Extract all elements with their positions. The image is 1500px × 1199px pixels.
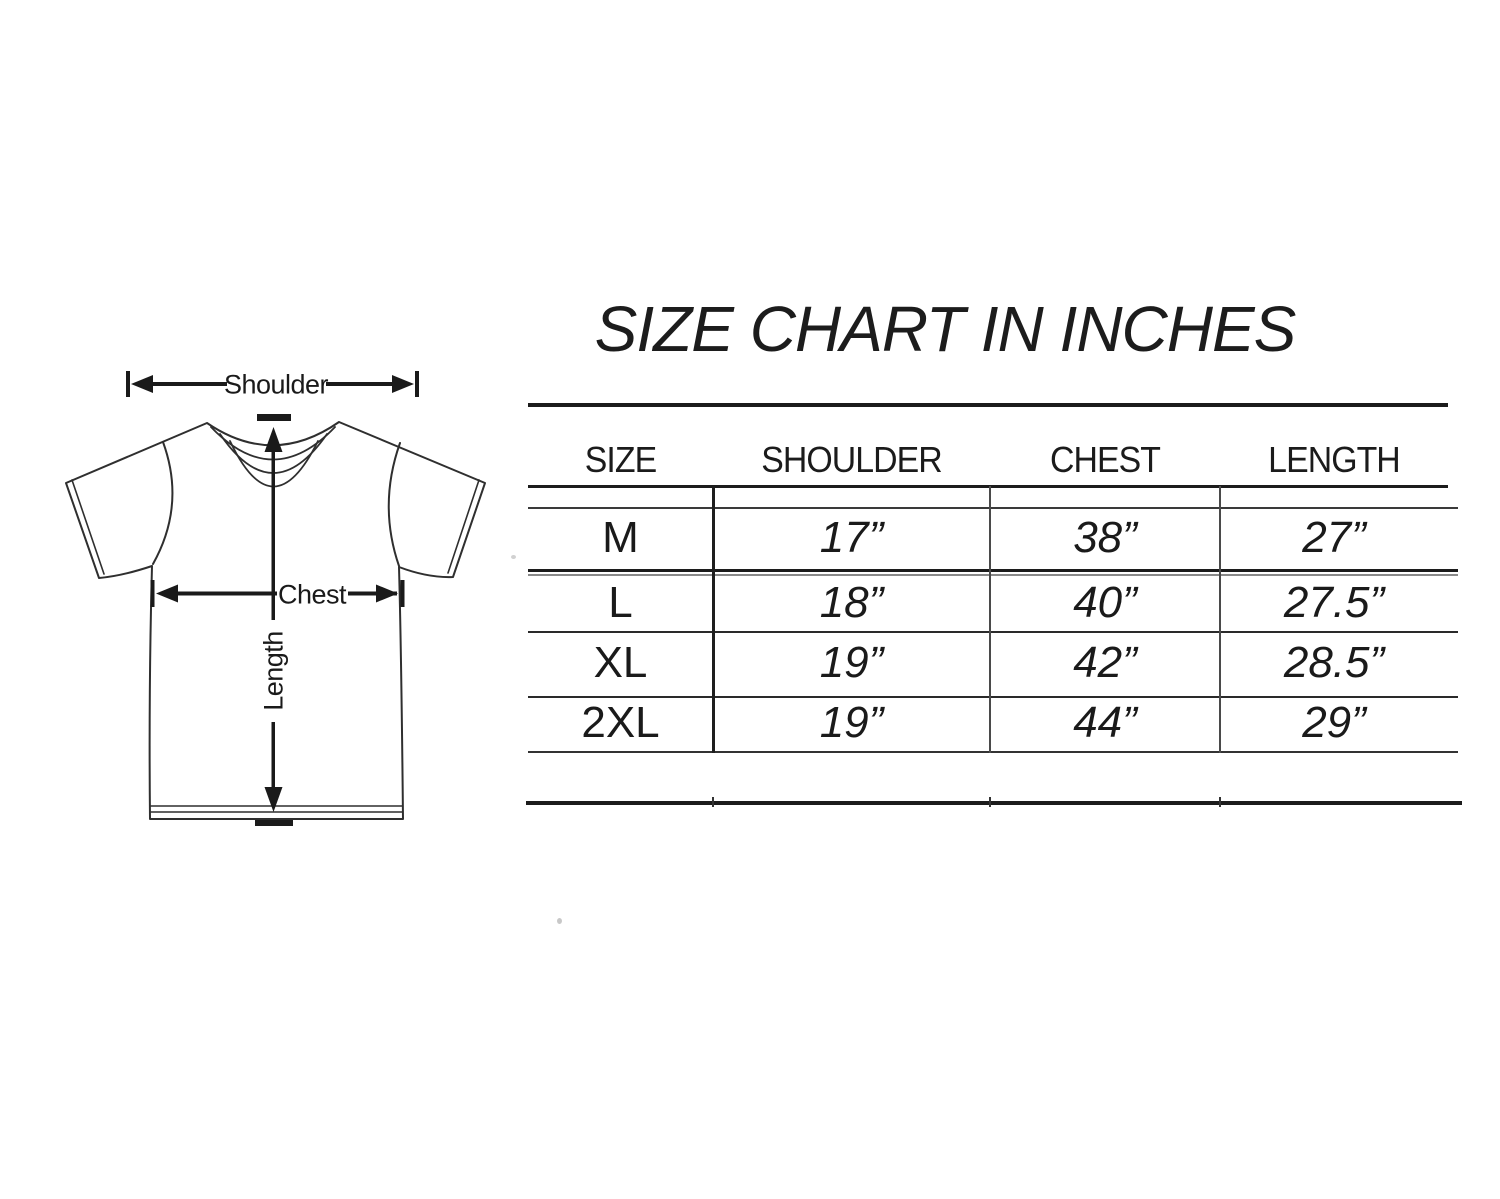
footer-rule-tick-3 (1219, 797, 1221, 807)
length-value: 27.5” (1283, 578, 1385, 627)
footer-rule-tick-2 (989, 797, 991, 807)
chest-value: 40” (1073, 578, 1137, 627)
table-rule-header-bottom (528, 485, 1448, 488)
chest-value: 42” (1073, 638, 1137, 687)
shoulder-value: 19” (819, 638, 884, 687)
length-value: 27” (1302, 513, 1366, 562)
size-label: L (608, 578, 633, 627)
chest-value: 44” (1073, 698, 1137, 747)
chest-value: 38” (1073, 513, 1137, 562)
table-row-xl (528, 636, 1448, 690)
tshirt-diagram-svg (40, 355, 520, 845)
shoulder-label: Shoulder (223, 369, 329, 400)
table-rule-row1-dark (528, 569, 1458, 572)
shoulder-value: 17” (819, 513, 884, 562)
table-row-m (528, 511, 1448, 565)
table-rule-bottom (528, 751, 1458, 753)
table-row-l (528, 576, 1448, 630)
size-label: XL (593, 638, 648, 687)
length-value: 29” (1302, 698, 1366, 747)
table-rule-row2 (528, 631, 1458, 633)
scan-artifact-dot (557, 918, 562, 924)
size-label: 2XL (581, 698, 660, 747)
column-header-size: SIZE (584, 439, 657, 480)
hem-tick-mark (255, 820, 293, 826)
shoulder-value: 19” (819, 698, 884, 747)
table-row-2xl (528, 696, 1448, 750)
page-title: SIZE CHART IN INCHES (594, 293, 1296, 365)
table-rule-footer (526, 801, 1462, 805)
column-header-shoulder: SHOULDER (761, 439, 942, 480)
scan-artifact-dot (511, 555, 516, 559)
column-header-chest: CHEST (1049, 439, 1160, 480)
footer-rule-tick-1 (712, 797, 714, 807)
length-label: Length (258, 631, 289, 711)
length-value: 28.5” (1283, 638, 1385, 687)
tshirt-measurement-diagram (40, 355, 520, 845)
table-header-row (528, 436, 1448, 484)
table-rule-subheader (528, 507, 1458, 509)
column-header-length: LENGTH (1268, 439, 1400, 480)
size-label: M (602, 513, 639, 562)
collar-tick-mark (257, 414, 291, 421)
chest-label: Chest (277, 579, 347, 610)
shoulder-value: 18” (819, 578, 884, 627)
table-rule-top (528, 403, 1448, 407)
